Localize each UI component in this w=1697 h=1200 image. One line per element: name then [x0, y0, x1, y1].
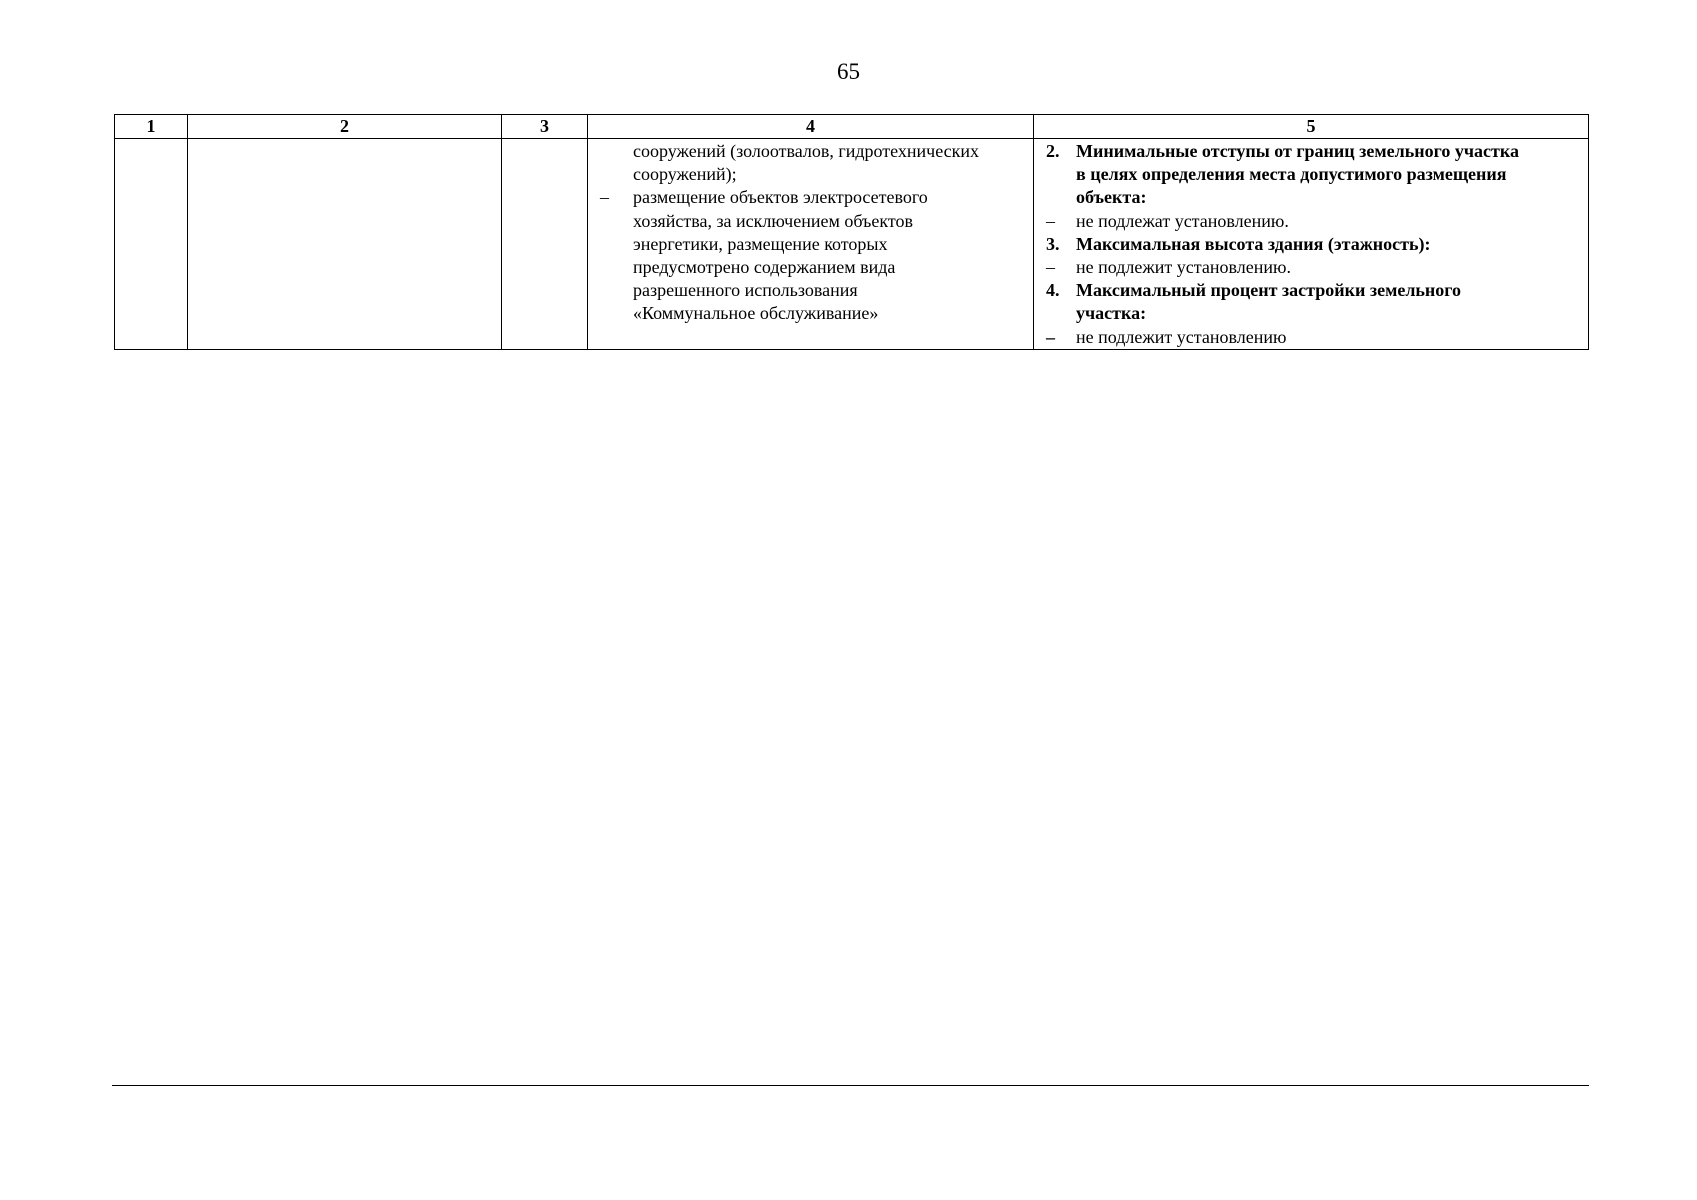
table-header-row: [115, 115, 1589, 139]
parameter-heading: в целях определения места допустимого размещения: [1076, 164, 1507, 185]
parameter-heading: Минимальные отступы от границ земельного участка: [1076, 141, 1519, 161]
cell-col4: [588, 139, 1034, 350]
item-number: 4.: [1046, 280, 1060, 301]
parameter-heading: Максимальная высота здания (этажность):: [1076, 233, 1431, 254]
use-item-line: хозяйства, за исключением объектов: [633, 210, 913, 231]
column-header-3: 3: [502, 115, 588, 139]
item-number: 2.: [1046, 141, 1060, 161]
column-header-5: 5: [1034, 115, 1589, 139]
parameter-heading: Максимальный процент застройки земельного: [1076, 280, 1462, 301]
parameter-heading: участка:: [1076, 303, 1147, 324]
item-number: 3.: [1046, 233, 1060, 254]
use-item-line: предусмотрено содержанием вида: [633, 257, 896, 278]
page-number: 65: [837, 59, 860, 84]
use-item-line: разрешенного использования: [633, 280, 858, 301]
use-item-line: «Коммунальное обслуживание»: [633, 303, 879, 324]
parameter-value: не подлежит установлению: [1076, 326, 1287, 347]
dash-marker: –: [1046, 210, 1055, 231]
use-item-line: размещение объектов электросетевого: [633, 187, 928, 208]
cell-col5: [1034, 139, 1589, 350]
parameter-value: не подлежат установлению.: [1076, 210, 1289, 231]
column-header-2: 2: [188, 115, 502, 139]
regulations-table: [114, 114, 1589, 350]
column-header-4: 4: [588, 115, 1034, 139]
dash-marker: –: [600, 187, 609, 208]
continuation-line: сооружений);: [633, 164, 737, 185]
table-row: [115, 139, 1589, 350]
cell-col3: [502, 139, 588, 350]
use-item-line: энергетики, размещение которых: [633, 233, 888, 254]
cell-col1: [115, 139, 188, 350]
cell-col2: [188, 139, 502, 350]
dash-marker: –: [1046, 257, 1055, 278]
parameter-heading: объекта:: [1076, 187, 1147, 208]
dash-marker: –: [1046, 326, 1055, 347]
footer-divider: [112, 1085, 1589, 1086]
column-header-1: 1: [115, 115, 188, 139]
continuation-line: сооружений (золоотвалов, гидротехнических: [633, 141, 980, 161]
parameter-value: не подлежит установлению.: [1076, 257, 1291, 278]
